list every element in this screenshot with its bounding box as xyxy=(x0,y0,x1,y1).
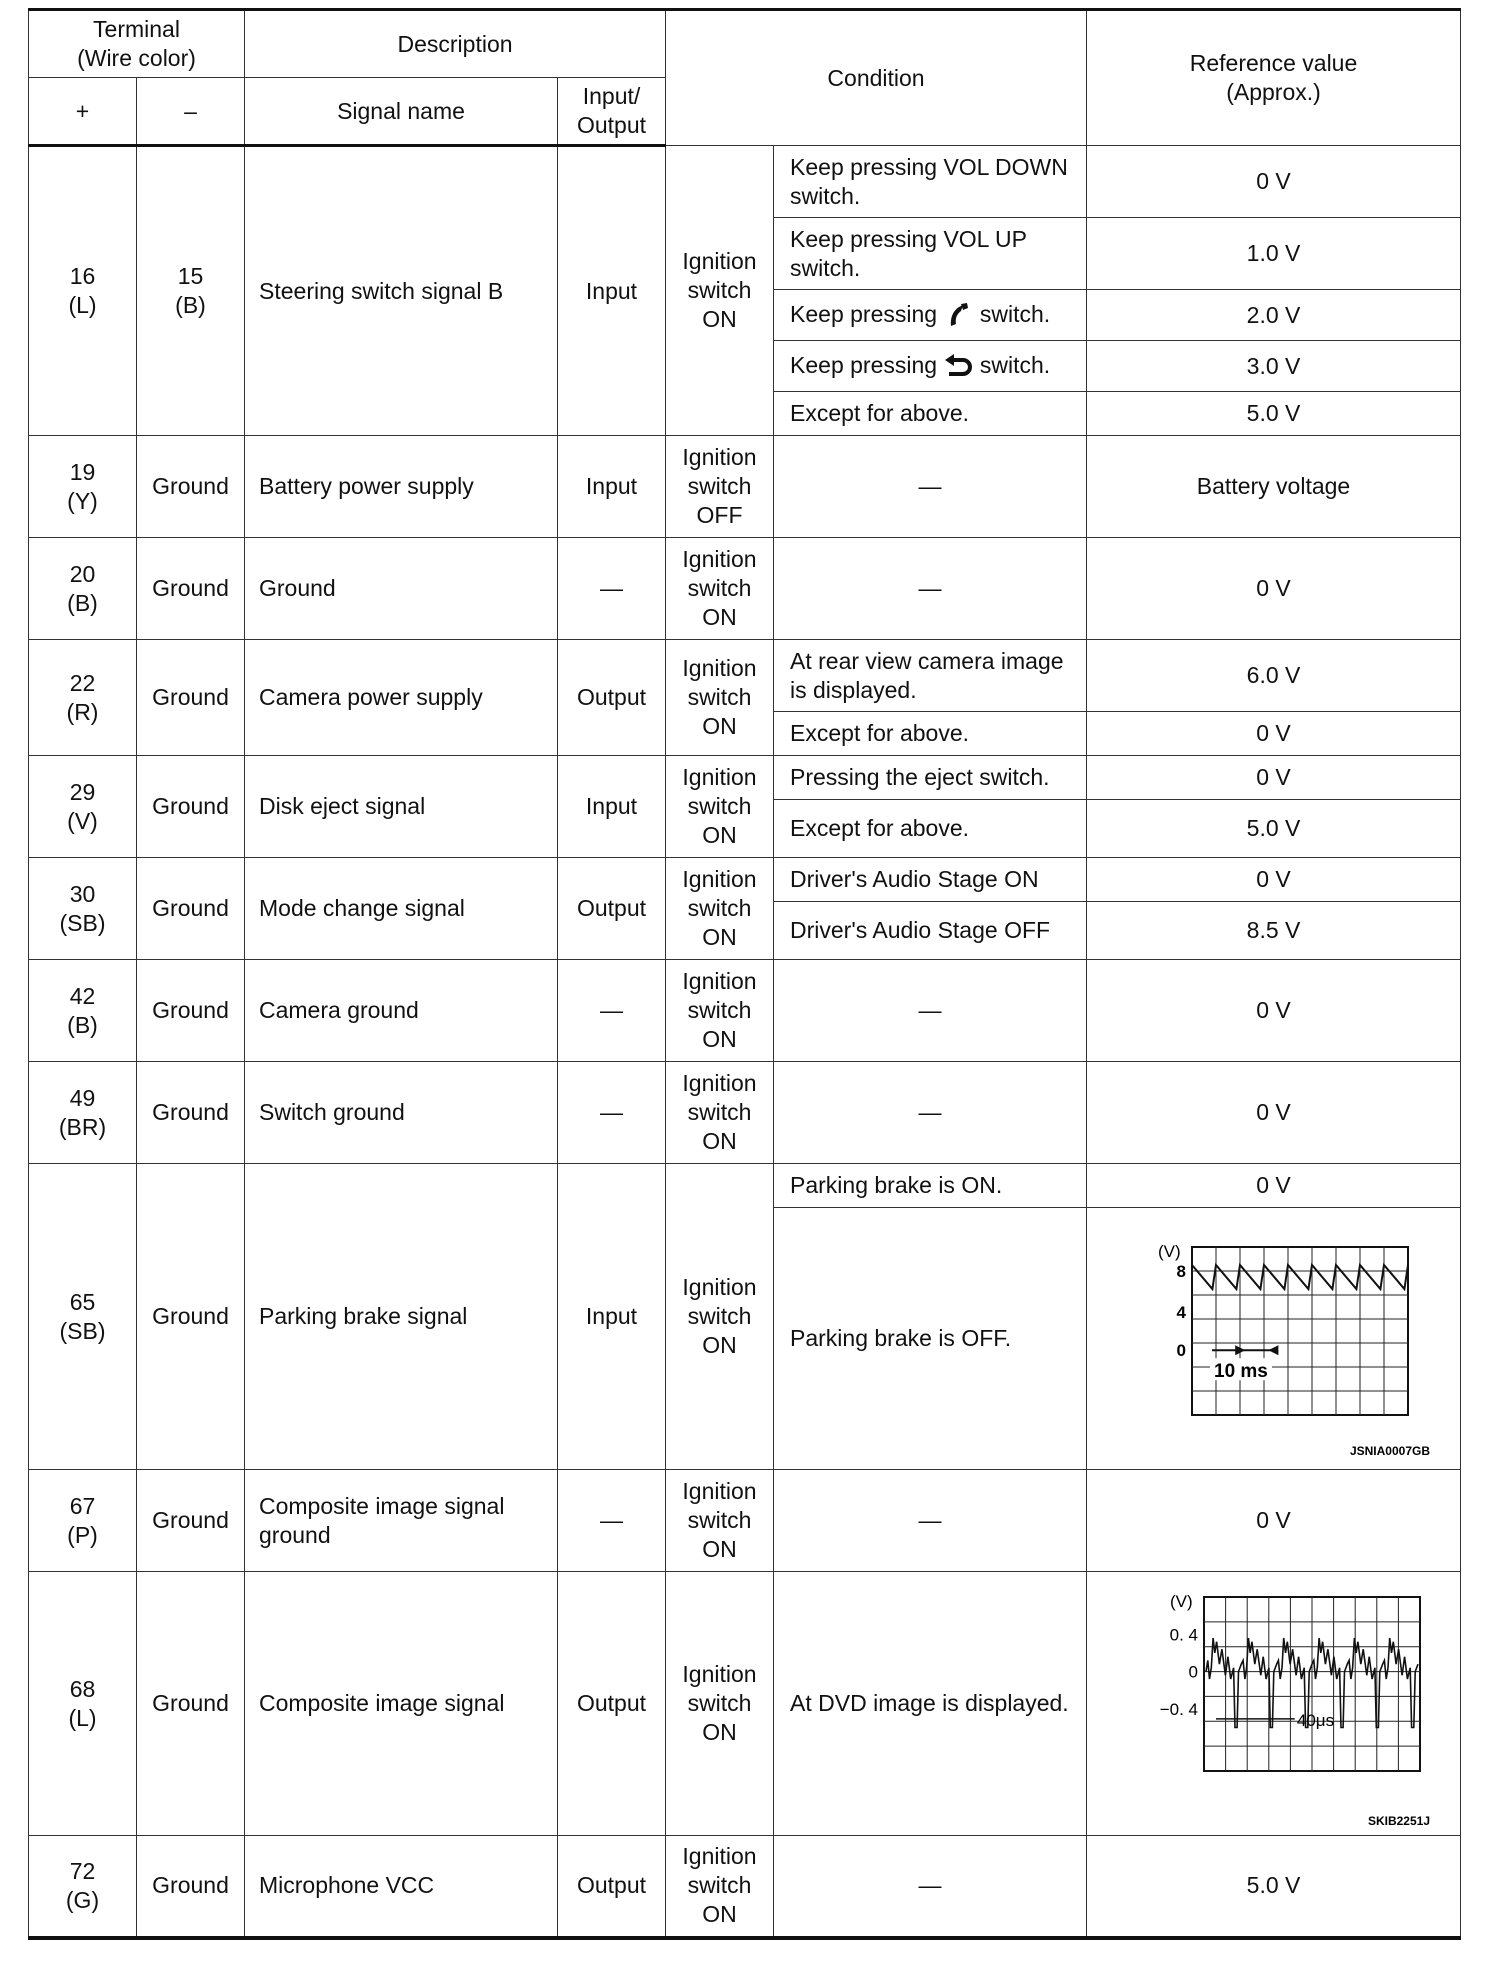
terminal-plus: 42 (B) xyxy=(29,960,137,1062)
parking-brake-waveform xyxy=(1114,1219,1434,1459)
table-row xyxy=(29,1164,1461,1208)
signal-name: Disk eject signal xyxy=(245,756,558,858)
input-output: Output xyxy=(558,640,666,756)
signal-name: Switch ground xyxy=(245,1062,558,1164)
input-output: Input xyxy=(558,146,666,436)
signal-name: Parking brake signal xyxy=(245,1164,558,1470)
signal-name: Battery power supply xyxy=(245,436,558,538)
table-row xyxy=(29,146,1461,218)
ignition-state: Ignition switch ON xyxy=(666,1470,774,1572)
reference-waveform xyxy=(1087,1208,1461,1470)
terminal-minus: Ground xyxy=(137,960,245,1062)
header-condition: Condition xyxy=(666,10,1087,146)
terminal-reference-table xyxy=(28,8,1461,1940)
terminal-minus: Ground xyxy=(137,436,245,538)
waveform-tick-label: −0. 4 xyxy=(1159,1699,1198,1719)
condition: Parking brake is ON. xyxy=(774,1164,1087,1208)
figure-code: JSNIA0007GB xyxy=(1349,1443,1430,1458)
terminal-plus: 22 (R) xyxy=(29,640,137,756)
input-output: Output xyxy=(558,1572,666,1836)
input-output: Input xyxy=(558,436,666,538)
condition: Pressing the eject switch. xyxy=(774,756,1087,800)
condition: Driver's Audio Stage OFF xyxy=(774,902,1087,960)
terminal-minus: Ground xyxy=(137,1164,245,1470)
condition: — xyxy=(774,960,1087,1062)
composite-image-waveform xyxy=(1114,1579,1434,1829)
table-row xyxy=(29,640,1461,712)
condition: — xyxy=(774,1470,1087,1572)
reference-value: 0 V xyxy=(1087,538,1461,640)
waveform-time-label: 10 ms xyxy=(1213,1360,1268,1382)
reference-value: 0 V xyxy=(1087,1164,1461,1208)
condition: At DVD image is displayed. xyxy=(774,1572,1087,1836)
phone-icon xyxy=(943,302,973,330)
condition xyxy=(774,341,1087,392)
terminal-plus: 68 (L) xyxy=(29,1572,137,1836)
terminal-minus: Ground xyxy=(137,538,245,640)
signal-name: Camera ground xyxy=(245,960,558,1062)
condition: — xyxy=(774,1836,1087,1938)
terminal-minus: Ground xyxy=(137,1572,245,1836)
terminal-plus: 30 (SB) xyxy=(29,858,137,960)
condition: — xyxy=(774,436,1087,538)
signal-name: Steering switch signal B xyxy=(245,146,558,436)
condition: Keep pressing VOL UP switch. xyxy=(774,218,1087,290)
reference-value: 0 V xyxy=(1087,756,1461,800)
terminal-plus: 20 (B) xyxy=(29,538,137,640)
condition: — xyxy=(774,538,1087,640)
signal-name: Composite image signal ground xyxy=(245,1470,558,1572)
waveform-tick-label: 4 xyxy=(1176,1302,1186,1322)
signal-name: Composite image signal xyxy=(245,1572,558,1836)
table-row xyxy=(29,756,1461,800)
condition xyxy=(774,290,1087,341)
waveform-tick-label: 0 xyxy=(1188,1662,1198,1682)
signal-name: Mode change signal xyxy=(245,858,558,960)
signal-name: Ground xyxy=(245,538,558,640)
table-row xyxy=(29,960,1461,1062)
terminal-plus: 29 (V) xyxy=(29,756,137,858)
input-output: Input xyxy=(558,756,666,858)
header-reference: Reference value (Approx.) xyxy=(1087,10,1461,146)
ignition-state: Ignition switch ON xyxy=(666,1836,774,1938)
table-row xyxy=(29,858,1461,902)
reference-value: 5.0 V xyxy=(1087,392,1461,436)
input-output: — xyxy=(558,960,666,1062)
signal-name: Microphone VCC xyxy=(245,1836,558,1938)
condition: Except for above. xyxy=(774,392,1087,436)
ignition-state: Ignition switch ON xyxy=(666,960,774,1062)
reference-value: 0 V xyxy=(1087,858,1461,902)
table-row xyxy=(29,1572,1461,1836)
input-output: — xyxy=(558,538,666,640)
table-row xyxy=(29,436,1461,538)
condition-suffix: switch. xyxy=(979,352,1051,379)
ignition-state: Ignition switch ON xyxy=(666,858,774,960)
table-row xyxy=(29,1062,1461,1164)
reference-value: 5.0 V xyxy=(1087,800,1461,858)
reference-value: Battery voltage xyxy=(1087,436,1461,538)
ignition-state: Ignition switch OFF xyxy=(666,436,774,538)
waveform-unit: (V) xyxy=(1169,1591,1193,1611)
ignition-state: Ignition switch ON xyxy=(666,640,774,756)
terminal-plus: 65 (SB) xyxy=(29,1164,137,1470)
terminal-minus: Ground xyxy=(137,858,245,960)
header-signal-name: Signal name xyxy=(245,78,558,146)
input-output: Output xyxy=(558,858,666,960)
input-output: Output xyxy=(558,1836,666,1938)
condition: At rear view camera image is displayed. xyxy=(774,640,1087,712)
waveform-unit: (V) xyxy=(1157,1241,1181,1261)
terminal-plus: 49 (BR) xyxy=(29,1062,137,1164)
terminal-plus: 19 (Y) xyxy=(29,436,137,538)
condition-prefix: Keep pressing xyxy=(790,352,938,379)
ignition-state: Ignition switch ON xyxy=(666,1164,774,1470)
back-arrow-icon xyxy=(943,353,973,381)
table-row xyxy=(29,1836,1461,1938)
ignition-state: Ignition switch ON xyxy=(666,756,774,858)
terminal-plus: 67 (P) xyxy=(29,1470,137,1572)
reference-value: 3.0 V xyxy=(1087,341,1461,392)
condition-prefix: Keep pressing xyxy=(790,301,938,328)
condition-suffix: switch. xyxy=(979,301,1051,328)
terminal-minus: Ground xyxy=(137,756,245,858)
condition: Parking brake is OFF. xyxy=(774,1208,1087,1470)
condition: Keep pressing VOL DOWN switch. xyxy=(774,146,1087,218)
reference-value: 8.5 V xyxy=(1087,902,1461,960)
ignition-state: Ignition switch ON xyxy=(666,538,774,640)
condition: Except for above. xyxy=(774,800,1087,858)
input-output: — xyxy=(558,1470,666,1572)
reference-value: 0 V xyxy=(1087,960,1461,1062)
terminal-minus: Ground xyxy=(137,1470,245,1572)
ignition-state: Ignition switch ON xyxy=(666,1572,774,1836)
reference-value: 0 V xyxy=(1087,1470,1461,1572)
condition: Except for above. xyxy=(774,712,1087,756)
waveform-tick-label: 8 xyxy=(1176,1261,1186,1281)
condition: — xyxy=(774,1062,1087,1164)
terminal-minus: Ground xyxy=(137,1062,245,1164)
reference-value: 0 V xyxy=(1087,712,1461,756)
table-row xyxy=(29,538,1461,640)
reference-waveform xyxy=(1087,1572,1461,1836)
condition: Driver's Audio Stage ON xyxy=(774,858,1087,902)
reference-value: 2.0 V xyxy=(1087,290,1461,341)
reference-value: 5.0 V xyxy=(1087,1836,1461,1938)
table-row xyxy=(29,1470,1461,1572)
header-plus: + xyxy=(29,78,137,146)
waveform-tick-label: 0 xyxy=(1176,1340,1186,1360)
header-terminal: Terminal (Wire color) xyxy=(29,10,245,78)
signal-name: Camera power supply xyxy=(245,640,558,756)
ignition-state: Ignition switch ON xyxy=(666,146,774,436)
terminal-minus: Ground xyxy=(137,1836,245,1938)
header-input-output: Input/ Output xyxy=(558,78,666,146)
ignition-state: Ignition switch ON xyxy=(666,1062,774,1164)
terminal-plus: 16 (L) xyxy=(29,146,137,436)
waveform-trace xyxy=(1192,1265,1408,1289)
waveform-time-label: 40μs xyxy=(1296,1710,1334,1730)
terminal-minus: 15 (B) xyxy=(137,146,245,436)
header-description: Description xyxy=(245,10,666,78)
terminal-minus: Ground xyxy=(137,640,245,756)
reference-value: 1.0 V xyxy=(1087,218,1461,290)
input-output: Input xyxy=(558,1164,666,1470)
reference-value: 0 V xyxy=(1087,1062,1461,1164)
reference-value: 6.0 V xyxy=(1087,640,1461,712)
header-minus: – xyxy=(137,78,245,146)
reference-value: 0 V xyxy=(1087,146,1461,218)
waveform-tick-label: 0. 4 xyxy=(1169,1624,1198,1644)
waveform-grid-border xyxy=(1192,1247,1408,1415)
figure-code: SKIB2251J xyxy=(1367,1813,1430,1828)
input-output: — xyxy=(558,1062,666,1164)
terminal-plus: 72 (G) xyxy=(29,1836,137,1938)
